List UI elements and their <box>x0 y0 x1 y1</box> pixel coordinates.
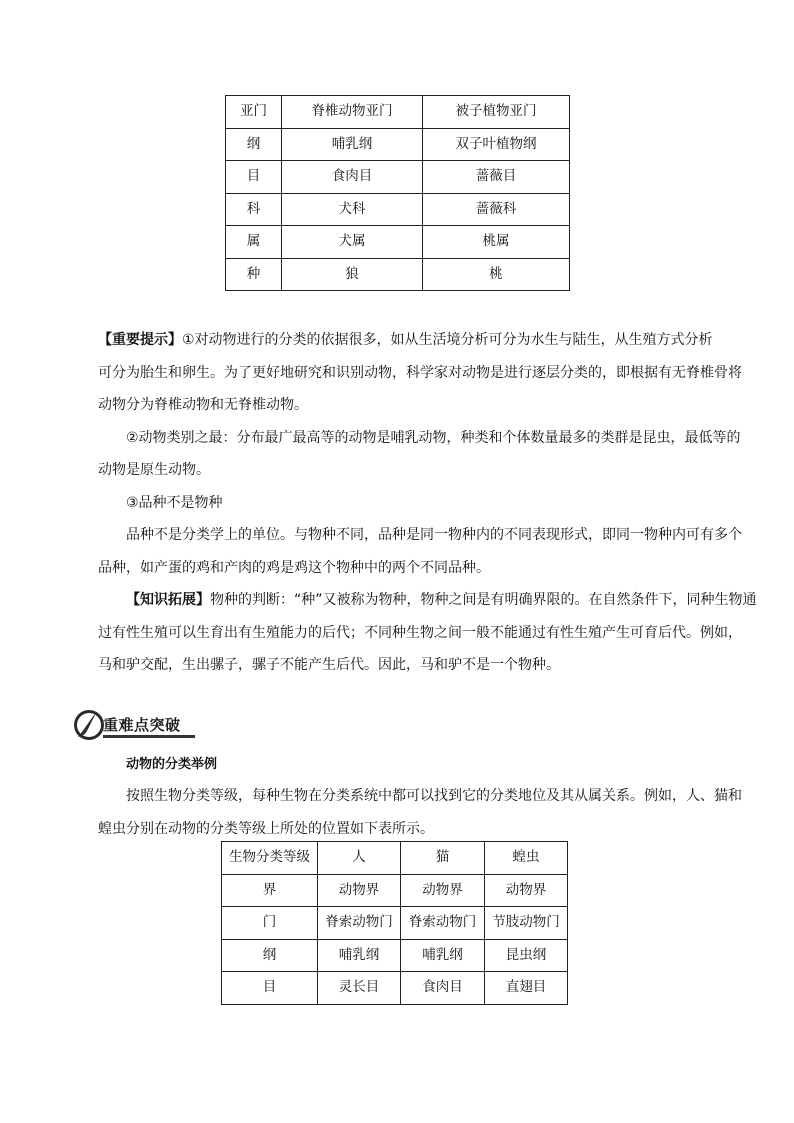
table-cell: 桃 <box>423 258 570 291</box>
table-cell: 亚门 <box>226 96 282 129</box>
intro-line-1: 按照生物分类等级，每种生物在分类系统中都可以找到它的分类地位及其从属关系。例如，人、猫和 <box>126 788 742 804</box>
table-cell: 犬科 <box>282 193 423 226</box>
table-cell: 节肢动物门 <box>485 907 568 940</box>
table-cell: 纲 <box>222 939 318 972</box>
table-row <box>222 907 568 940</box>
table-row <box>226 96 570 129</box>
table-row <box>226 258 570 291</box>
intro-line-2: 蝗虫分别在动物的分类等级上所处的位置如下表所示。 <box>98 820 434 837</box>
note-breed-line-1: 品种不是分类学上的单位。与物种不同，品种是同一物种内的不同表现形式，即同一物种内可有多个 <box>126 527 742 543</box>
note-extension-line-2: 过有性生殖可以生育出有生殖能力的后代；不同种生物之间一般不能通过有性生殖产生可育后代。例如， <box>98 624 742 641</box>
table-cell: 纲 <box>226 128 282 161</box>
note-superlatives-line-1: ②动物类别之最：分布最广最高等的动物是哺乳动物，种类和个体数量最多的类群是昆虫，最低等的 <box>126 429 741 446</box>
note-important-line-1 <box>98 324 718 357</box>
notes-block <box>98 324 757 682</box>
note-text: 物种的判断：“种”又被称为物种，物种之间是有明确界限的。在自然条件下，同种生物通 <box>210 592 757 608</box>
table-header-cell: 猫 <box>401 842 485 875</box>
table-cell: 目 <box>222 972 318 1005</box>
table-cell: 动物界 <box>401 874 485 907</box>
table-cell: 食肉目 <box>401 972 485 1005</box>
table-row <box>222 939 568 972</box>
table-header-cell: 人 <box>318 842 401 875</box>
table-cell: 犬属 <box>282 226 423 259</box>
intro-block <box>98 780 742 845</box>
table-cell: 哺乳纲 <box>318 939 401 972</box>
table-cell: 蔷薇科 <box>423 193 570 226</box>
table-cell: 哺乳纲 <box>401 939 485 972</box>
table-cell: 脊索动物门 <box>318 907 401 940</box>
classification-table-wolf-peach <box>225 95 570 291</box>
table-cell: 被子植物亚门 <box>423 96 570 129</box>
section-title: 重难点突破 <box>103 716 181 734</box>
table-cell: 桃属 <box>423 226 570 259</box>
section-title-underline <box>103 735 195 738</box>
table-cell: 狼 <box>282 258 423 291</box>
note-text: ①对动物进行的分类的依据很多，如从生活境分析可分为水生与陆生，从生殖方式分析 <box>182 332 713 348</box>
classification-table-human-cat-locust <box>221 841 568 1005</box>
table-cell: 门 <box>222 907 318 940</box>
table-cell: 蔷薇目 <box>423 161 570 194</box>
table-header-cell: 生物分类等级 <box>222 842 318 875</box>
table-cell: 科 <box>226 193 282 226</box>
important-tip-label: 【重要提示】 <box>98 332 182 348</box>
table-cell: 脊索动物门 <box>401 907 485 940</box>
note-important-line-3: 动物分为脊椎动物和无脊椎动物。 <box>98 397 308 413</box>
note-important-line-2: 可分为胎生和卵生。为了更好地研究和识别动物，科学家对动物是进行逐层分类的，即根据有无脊椎骨将 <box>98 364 742 381</box>
table-cell: 灵长目 <box>318 972 401 1005</box>
subheading: 动物的分类举例 <box>126 757 218 772</box>
table-row <box>222 972 568 1005</box>
table-header-row <box>222 842 568 875</box>
table-header-cell: 蝗虫 <box>485 842 568 875</box>
table-row <box>226 226 570 259</box>
table-cell: 种 <box>226 258 282 291</box>
table-row <box>226 128 570 161</box>
table-cell: 食肉目 <box>282 161 423 194</box>
note-superlatives-line-2: 动物是原生动物。 <box>98 462 210 478</box>
table-cell: 脊椎动物亚门 <box>282 96 423 129</box>
table-cell: 直翅目 <box>485 972 568 1005</box>
table-cell: 目 <box>226 161 282 194</box>
note-breed-line-2: 品种，如产蛋的鸡和产肉的鸡是鸡这个物种中的两个不同品种。 <box>98 559 490 576</box>
table-cell: 双子叶植物纲 <box>423 128 570 161</box>
table-cell: 昆虫纲 <box>485 939 568 972</box>
table-row <box>226 161 570 194</box>
table-cell: 界 <box>222 874 318 907</box>
table-cell: 属 <box>226 226 282 259</box>
note-breed-heading: ③品种不是物种 <box>126 494 223 511</box>
table-row <box>222 874 568 907</box>
table-cell: 动物界 <box>318 874 401 907</box>
table-cell: 哺乳纲 <box>282 128 423 161</box>
section-banner <box>70 705 200 743</box>
table-cell: 动物界 <box>485 874 568 907</box>
table-row <box>226 193 570 226</box>
note-extension-line-1 <box>98 584 757 617</box>
knowledge-extension-label: 【知识拓展】 <box>126 592 210 608</box>
note-extension-line-3: 马和驴交配，生出骡子，骡子不能产生后代。因此，马和驴不是一个物种。 <box>98 657 560 673</box>
